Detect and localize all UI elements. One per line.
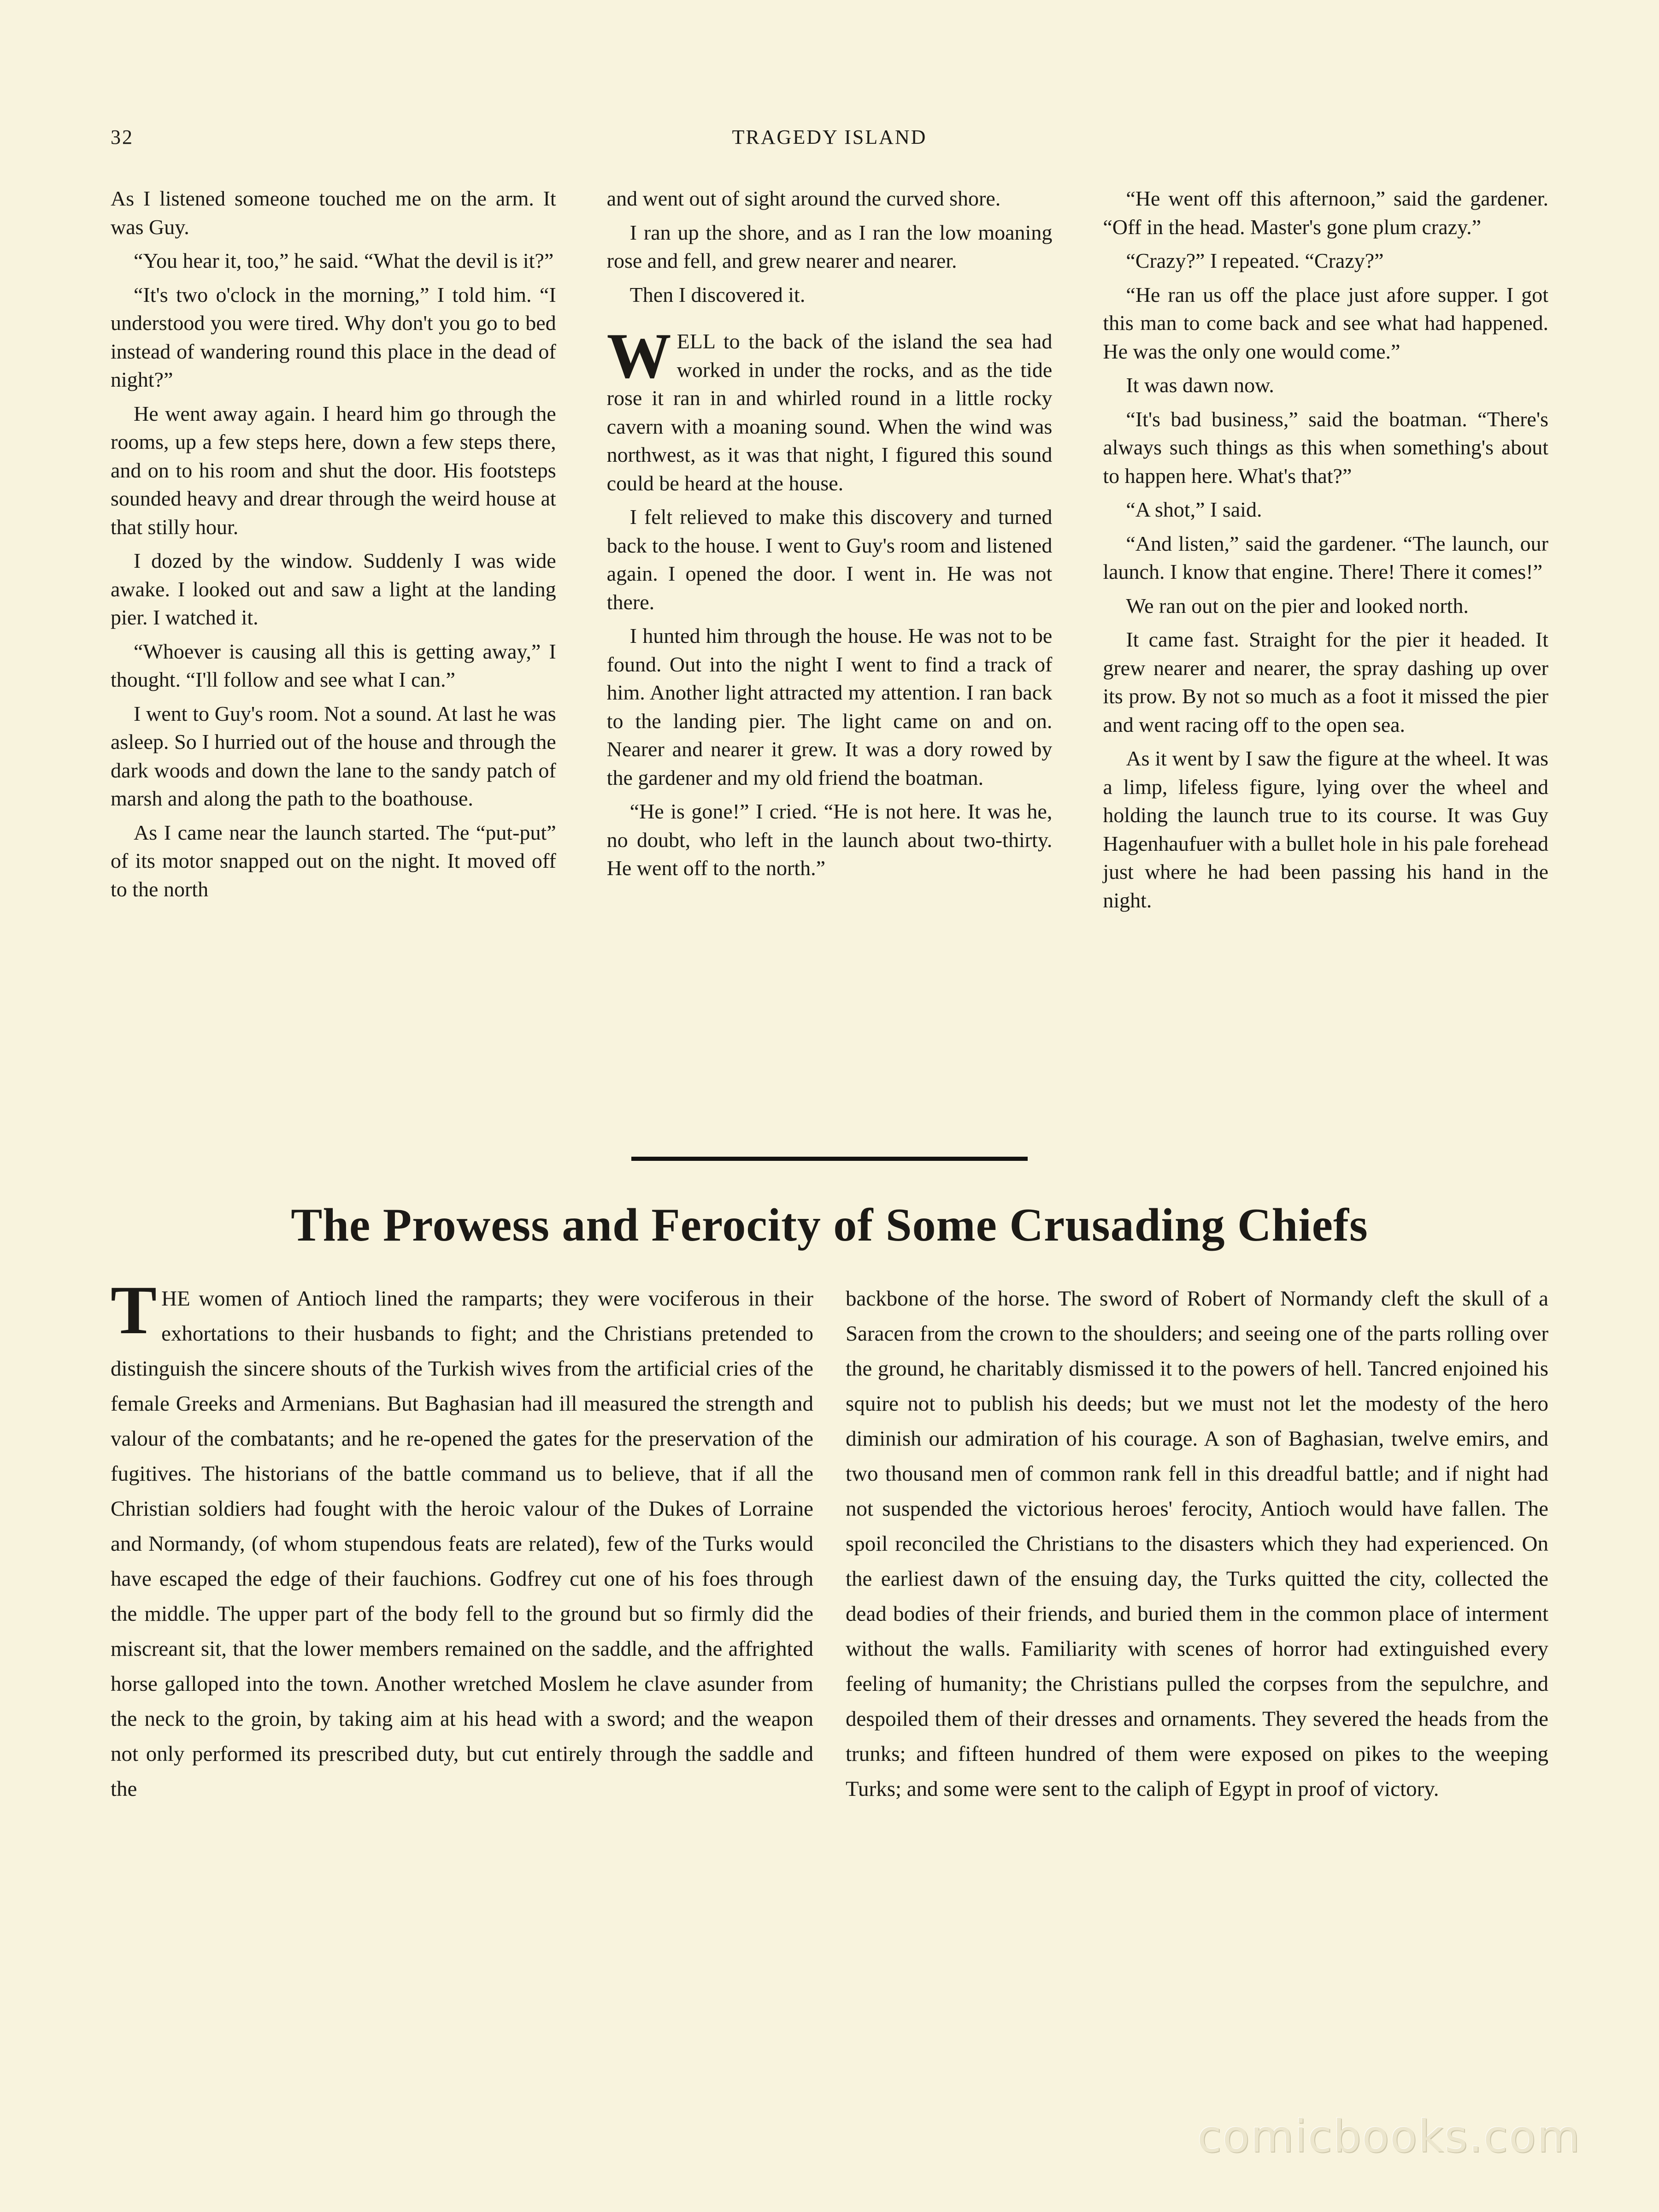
- story-column-2: [607, 184, 1053, 1115]
- drop-cap: T: [111, 1272, 157, 1348]
- paragraph: and went out of sight around the curved shore.: [606, 187, 1001, 210]
- paragraph-text: HE women of Antioch lined the ramparts; they were vociferous in their exhortations to their husbands to fight; and the Christians pretended to distinguish the sincere shouts of the Turkish wives from the artificial cries of the female Greeks and Armenians. But Baghasian had ill measured the strength and valour of the combatants; and he re-opened the gates for the preservation of the fugitives. The historians of the battle command us to believe, that if all the Christian soldiers had fought with the heroic valour of the Dukes of Lorraine and Normandy, (of whom stupendous feats are related), few of the Turks would have escaped the edge of their fauchions. Godfrey cut one of his foes through the middle. The upper part of the body fell to the ground but so firmly did the miscreant sit, that the lower members remained on the saddle, and the affrighted horse galloped into the town. Another wretched Moslem he clave asunder from the neck to the groin, by taking aim at his head with a sword; and the weapon not only performed its prescribed duty, but cut entirely through the saddle and the: [111, 1287, 813, 1801]
- story-column-1: [111, 184, 556, 1115]
- paragraph: “Crazy?” I repeated. “Crazy?”: [1126, 249, 1384, 272]
- paragraph: As it went by I saw the figure at the wheel. It was a limp, lifeless figure, lying over the wheel and holding the launch true to its course. It was Guy Hagenhaufuer with a bullet hole in his pale forehead just where he had been passing his hand in the night.: [1103, 747, 1549, 912]
- paragraph: I felt relieved to make this discovery and turned back to the house. I went to Guy's room and listened again. I opened the door. I went in. He was not there.: [606, 505, 1053, 614]
- paragraph: “He went off this afternoon,” said the gardener. “Off in the head. Master's gone plum crazy.”: [1103, 187, 1549, 239]
- running-title: TRAGEDY ISLAND: [732, 126, 927, 148]
- paragraph: “Whoever is causing all this is getting away,” I thought. “I'll follow and see what I can.”: [111, 639, 556, 691]
- paragraph: It came fast. Straight for the pier it headed. It grew nearer and nearer, the spray dashing up over its prow. By not so much as a foot it missed the pier and went racing off to the open sea.: [1103, 628, 1549, 736]
- paragraph: backbone of the horse. The sword of Robert of Normandy cleft the skull of a Saracen from the crown to the shoulders; and seeing one of the parts rolling over the ground, he charitably dismissed it to the powers of hell. Tancred enjoined his squire not to publish his deeds; but we must not let the modesty of the hero diminish our admiration of his courage. A son of Baghasian, twelve emirs, and two thousand men of common rank fell in this dreadful battle; and if night had not suspended the victorious heroes' ferocity, Antioch would have fallen. The spoil reconciled the Christians to the disasters which they had experienced. On the earliest dawn of the ensuing day, the Turks quitted the city, collected the dead bodies of their friends, and buried them in the common place of interment without the walls. Familiarity with scenes of horror had extinguished every feeling of humanity; the Christians pulled the corpses from the sepulchre, and despoiled them of their dresses and ornaments. They severed the heads from the trunks; and fifteen hundred of them were exposed on pikes to the weeping Turks; and some were sent to the caliph of Egypt in proof of victory.: [846, 1287, 1548, 1801]
- paragraph: “And listen,” said the gardener. “The launch, our launch. I know that engine. There! There it comes!”: [1103, 531, 1549, 583]
- paragraph: Then I discovered it.: [629, 282, 806, 306]
- section-break-paragraph: [606, 320, 1053, 497]
- paragraph: We ran out on the pier and looked north.: [1126, 594, 1469, 618]
- paragraph: “He ran us off the place just afore supper. I got this man to come back and see what had happened. He was the only one would come.”: [1103, 282, 1549, 363]
- paragraph: “He is gone!” I cried. “He is not here. It was he, no doubt, who left in the launch about two-thirty. He went off to the north.”: [606, 800, 1053, 880]
- section-divider-rule: [631, 1157, 1028, 1161]
- paragraph: I dozed by the window. Suddenly I was wide awake. I looked out and saw a light at the landing pier. I watched it.: [111, 549, 556, 629]
- paragraph: “A shot,” I said.: [1126, 498, 1262, 521]
- paragraph: As I listened someone touched me on the arm. It was Guy.: [111, 187, 556, 239]
- page-header: [111, 125, 1548, 162]
- drop-cap: W: [606, 320, 671, 392]
- story-column-3: [1103, 184, 1548, 1115]
- watermark: comicbooks.com: [1197, 2111, 1581, 2162]
- article-title: The Prowess and Ferocity of Some Crusading Chiefs: [291, 1199, 1368, 1251]
- paragraph: I hunted him through the house. He was not to be found. Out into the night I went to find a track of him. Another light attracted my attention. I ran back to the landing pier. The light came on and on. Nearer and nearer it grew. It was a dory rowed by the gardener and my old friend the boatman.: [606, 624, 1053, 789]
- paragraph-text: ELL to the back of the island the sea had worked in under the rocks, and as the tide rose it ran in and whirled round in a little rocky cavern with a moaning sound. When the wind was northwest, as it was that night, I figured this sound could be heard at the house.: [606, 329, 1053, 495]
- paragraph: “It's two o'clock in the morning,” I told him. “I understood you were tired. Why don't you go to bed instead of wandering round this place in the dead of night?”: [111, 282, 556, 391]
- paragraph: I went to Guy's room. Not a sound. At last he was asleep. So I hurried out of the house and through the dark woods and down the lane to the sandy patch of marsh and along the path to the boathouse.: [111, 701, 556, 810]
- article-column-1: [111, 1272, 813, 1972]
- page-number: 32: [111, 126, 134, 148]
- paragraph: He went away again. I heard him go through the rooms, up a few steps here, down a few steps there, and on to his room and shut the door. His footsteps sounded heavy and drear through the weird house at that stilly hour.: [111, 401, 556, 539]
- paragraph: I ran up the shore, and as I ran the low moaning rose and fell, and grew nearer and nearer.: [606, 220, 1053, 272]
- paragraph: As I came near the launch started. The “put-put” of its motor snapped out on the night. It moved off to the north: [111, 820, 556, 901]
- paragraph: “It's bad business,” said the boatman. “There's always such things as this when something's about to happen here. What's that?”: [1103, 407, 1549, 488]
- article-body: [111, 1272, 1548, 1972]
- paragraph: [111, 1272, 813, 1806]
- story-continuation: [111, 184, 1548, 1115]
- paragraph: “You hear it, too,” he said. “What the devil is it?”: [134, 249, 554, 272]
- paragraph: It was dawn now.: [1126, 373, 1274, 397]
- article-column-2: [846, 1281, 1548, 1972]
